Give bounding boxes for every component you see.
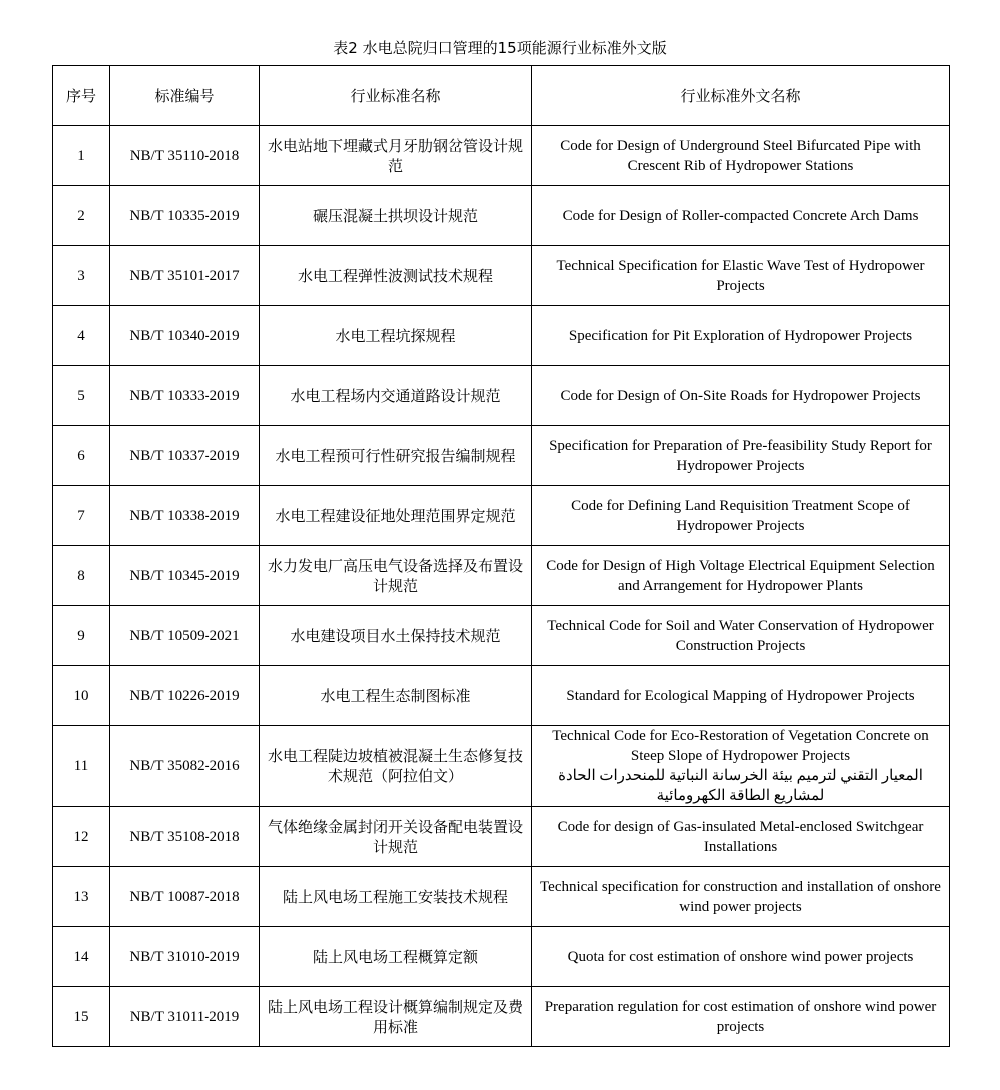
standard-name: 碾压混凝土拱坝设计规范 <box>260 186 532 246</box>
table-row <box>53 606 950 666</box>
standard-code: NB/T 35108-2018 <box>110 807 260 867</box>
row-number: 7 <box>53 486 110 546</box>
standard-code: NB/T 10338-2019 <box>110 486 260 546</box>
standard-code: NB/T 31011-2019 <box>110 987 260 1047</box>
standard-name: 水力发电厂高压电气设备选择及布置设计规范 <box>260 546 532 606</box>
standard-code: NB/T 35110-2018 <box>110 126 260 186</box>
table-caption: 表2 水电总院归口管理的15项能源行业标准外文版 <box>333 39 667 57</box>
standard-name: 陆上风电场工程设计概算编制规定及费用标准 <box>260 987 532 1047</box>
header-standard-name: 行业标准名称 <box>260 66 532 126</box>
row-number: 4 <box>53 306 110 366</box>
foreign-name: Code for design of Gas-insulated Metal-enclosed Switchgear Installations <box>532 807 950 867</box>
table-row <box>53 726 950 807</box>
foreign-name-english: Technical Code for Eco-Restoration of Vegetation Concrete on Steep Slope of Hydropower Projects <box>552 728 929 764</box>
foreign-name: Technical Code for Soil and Water Conservation of Hydropower Construction Projects <box>532 606 950 666</box>
standard-name: 水电建设项目水土保持技术规范 <box>260 606 532 666</box>
header-serial-number: 序号 <box>53 66 110 126</box>
row-number: 12 <box>53 807 110 867</box>
standard-name: 水电工程生态制图标准 <box>260 666 532 726</box>
standard-code: NB/T 35101-2017 <box>110 246 260 306</box>
standard-code: NB/T 35082-2016 <box>110 726 260 807</box>
standard-code: NB/T 10337-2019 <box>110 426 260 486</box>
standard-code: NB/T 10509-2021 <box>110 606 260 666</box>
foreign-name: Code for Defining Land Requisition Treatment Scope of Hydropower Projects <box>532 486 950 546</box>
table-row <box>53 666 950 726</box>
table-row <box>53 927 950 987</box>
standard-name: 陆上风电场工程施工安装技术规程 <box>260 867 532 927</box>
foreign-name: Specification for Preparation of Pre-feasibility Study Report for Hydropower Projects <box>532 426 950 486</box>
row-number: 3 <box>53 246 110 306</box>
standard-code: NB/T 10087-2018 <box>110 867 260 927</box>
standard-code: NB/T 10226-2019 <box>110 666 260 726</box>
table-row <box>53 987 950 1047</box>
table-row <box>53 486 950 546</box>
standard-name: 水电工程预可行性研究报告编制规程 <box>260 426 532 486</box>
standard-name: 陆上风电场工程概算定额 <box>260 927 532 987</box>
foreign-name: Specification for Pit Exploration of Hydropower Projects <box>532 306 950 366</box>
standard-code: NB/T 31010-2019 <box>110 927 260 987</box>
row-number: 6 <box>53 426 110 486</box>
standard-name: 水电工程坑探规程 <box>260 306 532 366</box>
foreign-name <box>532 726 950 807</box>
table-row <box>53 246 950 306</box>
standard-code: NB/T 10333-2019 <box>110 366 260 426</box>
table-row <box>53 426 950 486</box>
foreign-name: Preparation regulation for cost estimation of onshore wind power projects <box>532 987 950 1047</box>
standard-name: 水电站地下埋藏式月牙肋钢岔管设计规范 <box>260 126 532 186</box>
table-row <box>53 546 950 606</box>
row-number: 9 <box>53 606 110 666</box>
standard-name: 水电工程弹性波测试技术规程 <box>260 246 532 306</box>
standard-code: NB/T 10335-2019 <box>110 186 260 246</box>
standard-name: 水电工程建设征地处理范围界定规范 <box>260 486 532 546</box>
standards-table <box>52 65 950 1047</box>
foreign-name: Code for Design of Roller-compacted Concrete Arch Dams <box>532 186 950 246</box>
row-number: 8 <box>53 546 110 606</box>
row-number: 13 <box>53 867 110 927</box>
table-row <box>53 807 950 867</box>
foreign-name: Code for Design of On-Site Roads for Hydropower Projects <box>532 366 950 426</box>
header-foreign-name: 行业标准外文名称 <box>532 66 950 126</box>
row-number: 14 <box>53 927 110 987</box>
table-row <box>53 366 950 426</box>
standard-code: NB/T 10340-2019 <box>110 306 260 366</box>
foreign-name-arabic: المعيار التقني لترميم بيئة الخرسانة النباتية للمنحدرات الحادة لمشاريع الطاقة الكهرومائية <box>558 768 923 804</box>
row-number: 10 <box>53 666 110 726</box>
row-number: 1 <box>53 126 110 186</box>
foreign-name: Standard for Ecological Mapping of Hydropower Projects <box>532 666 950 726</box>
row-number: 15 <box>53 987 110 1047</box>
foreign-name: Technical specification for construction and installation of onshore wind power projects <box>532 867 950 927</box>
foreign-name: Quota for cost estimation of onshore wind power projects <box>532 927 950 987</box>
table-row <box>53 126 950 186</box>
header-standard-code: 标准编号 <box>110 66 260 126</box>
row-number: 5 <box>53 366 110 426</box>
table-row <box>53 306 950 366</box>
table-row <box>53 867 950 927</box>
standard-code: NB/T 10345-2019 <box>110 546 260 606</box>
standard-name: 水电工程陡边坡植被混凝土生态修复技术规范（阿拉伯文） <box>260 726 532 807</box>
foreign-name: Code for Design of Underground Steel Bifurcated Pipe with Crescent Rib of Hydropower Stations <box>532 126 950 186</box>
row-number: 11 <box>53 726 110 807</box>
standard-name: 水电工程场内交通道路设计规范 <box>260 366 532 426</box>
standard-name: 气体绝缘金属封闭开关设备配电装置设计规范 <box>260 807 532 867</box>
table-row <box>53 186 950 246</box>
foreign-name: Code for Design of High Voltage Electrical Equipment Selection and Arrangement for Hydropower Plants <box>532 546 950 606</box>
row-number: 2 <box>53 186 110 246</box>
table-header-row <box>53 66 950 126</box>
foreign-name: Technical Specification for Elastic Wave Test of Hydropower Projects <box>532 246 950 306</box>
